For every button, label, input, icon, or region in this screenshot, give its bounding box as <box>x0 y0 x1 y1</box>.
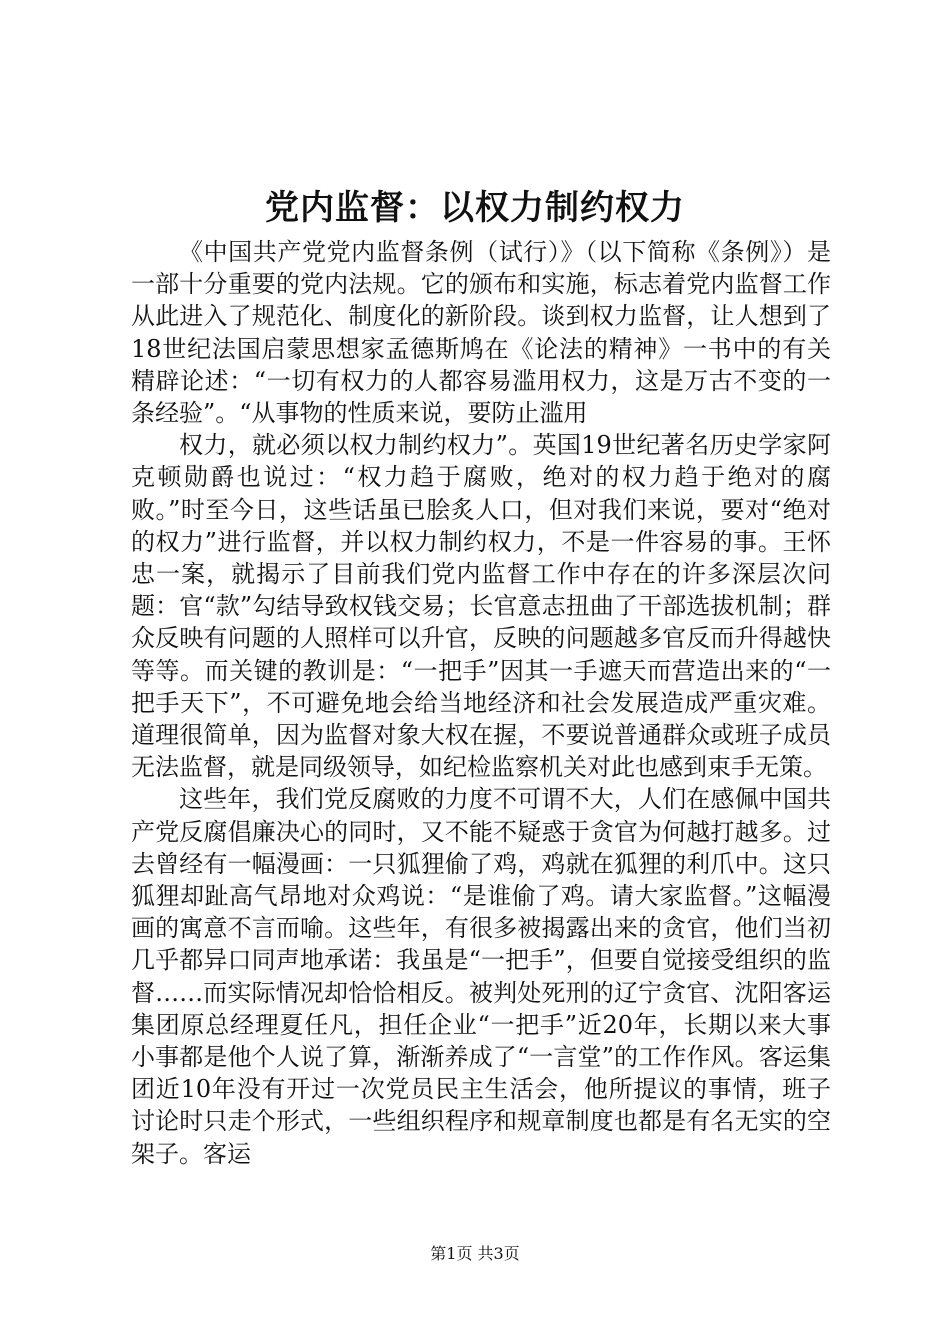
page-footer: 第1页 共3页 <box>430 1244 520 1263</box>
paragraph: 权力，就必须以权力制约权力”。英国19世纪著名历史学家阿克顿勋爵也说过：“权力趋于腐败，绝对的权力趋于绝对的腐败。”时至今日，这些话虽已脍炙人口，但对我们来说，要对“绝对的权力”进行监督，并以权力制约权力，不是一件容易的事。王怀忠一案，就揭示了目前我们党内监督工作中存在的许多深层次问题：官“款”勾结导致权钱交易；长官意志扭曲了干部选拔机制；群众反映有问题的人照样可以升官，反映的问题越多官反而升得越快等等。而关键的教训是：“一把手”因其一手遮天而营造出来的“一把手天下”，不可避免地会给当地经济和社会发展造成严重灾难。道理很简单，因为监督对象大权在握，不要说普通群众或班子成员无法监督，就是同级领导，如纪检监察机关对此也感到束手无策。 <box>131 431 831 782</box>
paragraph: 《中国共产党党内监督条例（试行）》（以下简称《条例》）是一部十分重要的党内法规。它的颁布和实施，标志着党内监督工作从此进入了规范化、制度化的新阶段。谈到权力监督，让人想到了18世纪法国启蒙思想家孟德斯鸠在《论法的精神》一书中的有关精辟论述：“一切有权力的人都容易滥用权力，这是万古不变的一条经验”。“从事物的性质来说，要防止滥用 <box>131 238 831 428</box>
document-body <box>131 236 831 1170</box>
paragraph: 这些年，我们党反腐败的力度不可谓不大，人们在感佩中国共产党反腐倡廉决心的同时，又不能不疑惑于贪官为何越打越多。过去曾经有一幅漫画：一只狐狸偷了鸡，鸡就在狐狸的利爪中。这只狐狸却趾高气昂地对众鸡说：“是谁偷了鸡。请大家监督。”这幅漫画的寓意不言而喻。这些年，有很多被揭露出来的贪官，他们当初几乎都异口同声地承诺：我虽是“一把手”，但要自觉接受组织的监督……而实际情况却恰恰相反。被判处死刑的辽宁贪官、沈阳客运集团原总经理夏任凡，担任企业“一把手”近20年，长期以来大事小事都是他个人说了算，渐渐养成了“一言堂”的工作作风。客运集团近10年没有开过一次党员民主生活会，他所提议的事情，班子讨论时只走个形式，一些组织程序和规章制度也都是有名无实的空架子。客运 <box>131 785 831 1168</box>
document-title: 党内监督：以权力制约权力 <box>265 188 685 228</box>
